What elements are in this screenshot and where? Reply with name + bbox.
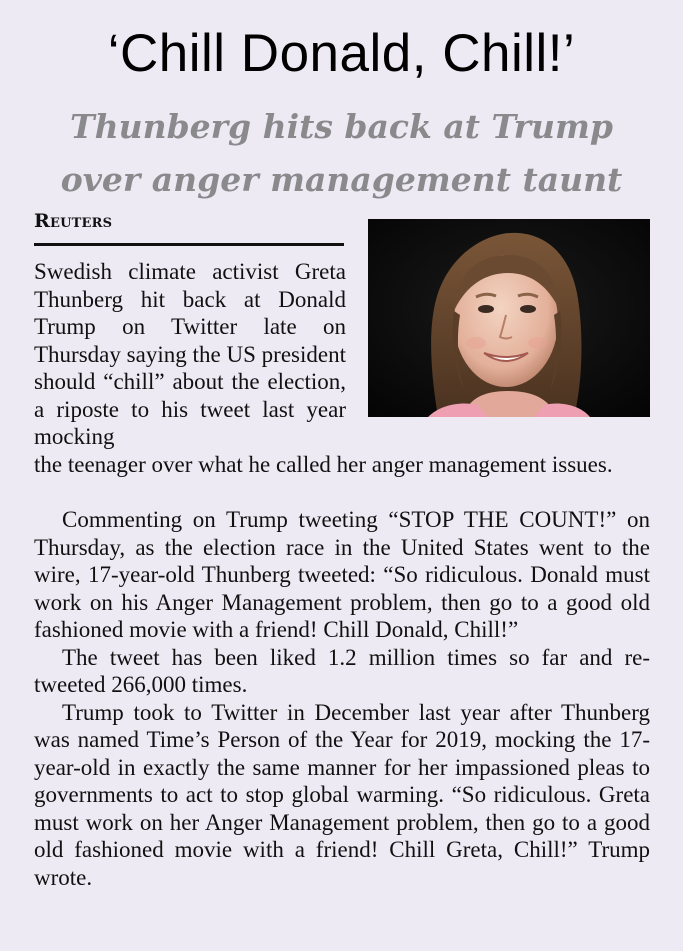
article-paragraph-1-continued (34, 451, 650, 479)
byline-divider (34, 243, 344, 246)
article-paragraph-1-part-2: the teenager over what he called her anger management issues. (34, 452, 613, 477)
subheadline-line-1: Thunberg hits back at Trump (70, 107, 613, 146)
article-paragraph-3: The tweet has been liked 1.2 million times so far and re-tweeted 266,000 times. (34, 644, 650, 697)
subheadline-line-2: over anger management taunt (60, 160, 623, 199)
subheadline (0, 100, 683, 206)
article-body (34, 506, 650, 891)
article-photo (368, 219, 650, 417)
article-paragraph-4: Trump took to Twitter in December last year after Thunberg was named Time’s Person of the Year for 2019, mocking the 17-year-old in exactly the same manner for her impassioned pleas to governments to act to stop global warming. “So ridiculous. Greta must work on her Anger Management problem, then go to a good old fashioned movie with a friend! Chill Greta, Chill!” Trump wrote. (34, 699, 650, 890)
article-paragraph-1-wrapped (34, 258, 346, 451)
portrait-photo-icon (368, 219, 650, 417)
byline: Reuters (34, 210, 113, 232)
headline: ‘Chill Donald, Chill!’ (107, 24, 576, 83)
article-paragraph-2: Commenting on Trump tweeting “STOP THE COUNT!” on Thursday, as the election race in the United States went to the wire, 17-year-old Thunberg tweeted: “So ridiculous. Donald must work on his Anger Management problem, then go to a good old fashioned movie with a friend! Chill Donald, Chill!” (34, 507, 650, 642)
article-paragraph-1-part-1: Swedish climate activist Greta Thunberg hit back at Donald Trump on Twitter late on Thursday saying the US president should “chill” about the election, a riposte to his tweet last year mocking (34, 259, 346, 449)
